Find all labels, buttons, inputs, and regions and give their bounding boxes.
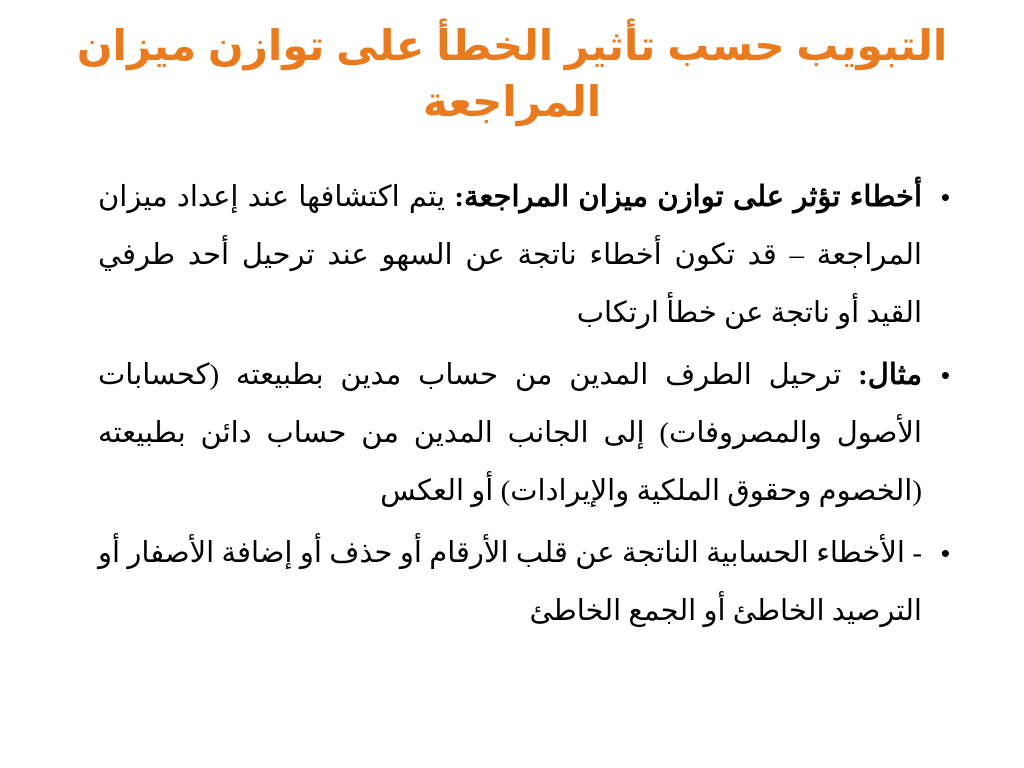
bullet-item-example bbox=[98, 346, 950, 520]
bullet-text: يتم اكتشافها عند إعداد ميزان المراجعة – قد تكون أخطاء ناتجة عن السهو عند ترحيل أحد طرفي القيد أو ناتجة عن خطأ ارتكاب bbox=[98, 181, 922, 329]
bullet-heading: مثال: bbox=[858, 359, 922, 391]
bullet-text: - الأخطاء الحسابية الناتجة عن قلب الأرقام أو حذف أو إضافة الأصفار أو الترصيد الخاطئ أو الجمع الخاطئ bbox=[98, 537, 922, 627]
bullet-list bbox=[98, 168, 950, 644]
bullet-marker: • bbox=[940, 538, 950, 568]
bullet-heading: أخطاء تؤثر على توازن ميزان المراجعة: bbox=[454, 181, 922, 213]
bullet-marker: • bbox=[940, 182, 950, 212]
title-line-1: التبويب حسب تأثير الخطأ على توازن ميزان bbox=[76, 22, 948, 69]
bullet-marker: • bbox=[940, 360, 950, 390]
bullet-text: ترحيل الطرف المدين من حساب مدين بطبيعته (كحسابات الأصول والمصروفات) إلى الجانب المدين من حساب دائن بطبيعته (الخصوم وحقوق الملكية والإيرادات) أو العكس bbox=[98, 359, 922, 507]
slide-title bbox=[60, 18, 964, 130]
bullet-item-arithmetic-errors bbox=[98, 524, 950, 640]
title-line-2: المراجعة bbox=[422, 78, 602, 125]
bullet-item-errors-affecting-balance bbox=[98, 168, 950, 342]
